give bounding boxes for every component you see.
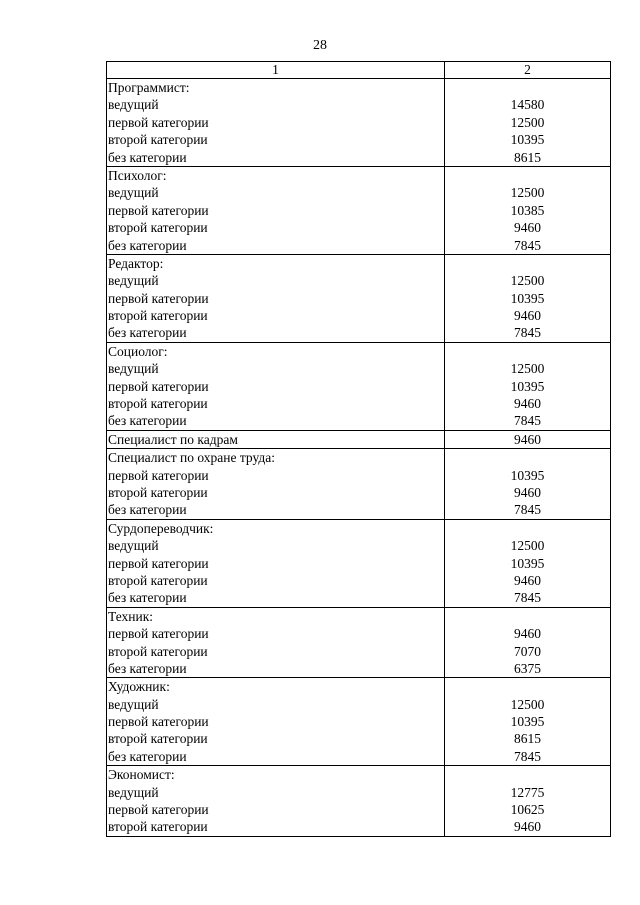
category-label: первой категории <box>108 114 209 130</box>
salary-value: 12500 <box>510 361 545 377</box>
salary-value: 12500 <box>510 114 545 130</box>
salary-spacer <box>446 608 609 625</box>
category-label: без категории <box>108 660 187 676</box>
salary-value: 7845 <box>514 748 541 764</box>
category-label: ведущий <box>108 538 159 554</box>
position-cell <box>107 79 445 167</box>
salary-value: 10395 <box>510 555 545 571</box>
salary-value: 6375 <box>514 660 541 676</box>
salary-value: 7845 <box>514 237 541 253</box>
salary-value: 7070 <box>514 643 541 659</box>
page-number: 28 <box>313 38 327 53</box>
salary-spacer <box>446 343 609 360</box>
category-label: второй категории <box>108 396 208 412</box>
position-cell <box>107 678 445 766</box>
salary-value: 7845 <box>514 502 541 518</box>
position-cell <box>107 342 445 430</box>
salary-value: 10625 <box>510 802 545 818</box>
category-label: ведущий <box>108 361 159 377</box>
category-label: ведущий <box>108 97 159 113</box>
category-label: ведущий <box>108 185 159 201</box>
position-title: Сурдопереводчик: <box>108 520 214 536</box>
salary-value: 14580 <box>510 97 545 113</box>
category-label: ведущий <box>108 696 159 712</box>
category-label: второй категории <box>108 643 208 659</box>
category-label: без категории <box>108 502 187 518</box>
position-title: Социолог: <box>108 343 168 359</box>
category-label: без категории <box>108 590 187 606</box>
position-title: Художник: <box>108 679 170 695</box>
salary-value: 9460 <box>514 308 541 324</box>
salary-value: 9460 <box>514 819 541 835</box>
category-label: ведущий <box>108 784 159 800</box>
position-cell <box>107 449 445 520</box>
position-cell <box>107 430 445 448</box>
salary-value: 8615 <box>514 731 541 747</box>
table-row <box>107 166 611 254</box>
salary-cell <box>445 519 611 607</box>
category-label: первой категории <box>108 202 209 218</box>
salary-value: 12500 <box>510 273 545 289</box>
salary-cell <box>445 79 611 167</box>
position-title: Техник: <box>108 608 154 624</box>
salary-value: 12500 <box>510 538 545 554</box>
position-title: Редактор: <box>108 255 164 271</box>
table-row <box>107 607 611 678</box>
position-cell <box>107 166 445 254</box>
position-cell <box>107 254 445 342</box>
category-label: без категории <box>108 748 187 764</box>
salary-spacer <box>446 79 609 96</box>
position-cell <box>107 519 445 607</box>
category-label: первой категории <box>108 802 209 818</box>
salary-spacer <box>446 167 609 184</box>
salary-cell <box>445 607 611 678</box>
salary-value: 10395 <box>510 290 545 306</box>
table-row <box>107 519 611 607</box>
table-row <box>107 342 611 430</box>
position-cell <box>107 607 445 678</box>
table-row <box>107 766 611 837</box>
salary-value: 9460 <box>514 220 541 236</box>
salary-value: 10395 <box>510 132 545 148</box>
salary-value: 12500 <box>510 185 545 201</box>
salary-value: 9460 <box>514 431 541 447</box>
salary-value: 7845 <box>514 325 541 341</box>
category-label: второй категории <box>108 484 208 500</box>
column-header-2: 2 <box>445 62 611 79</box>
salary-spacer <box>446 766 609 783</box>
salary-value: 10385 <box>510 202 545 218</box>
salary-value: 9460 <box>514 626 541 642</box>
salary-table <box>106 61 611 837</box>
table-row <box>107 430 611 448</box>
category-label: второй категории <box>108 220 208 236</box>
salary-value: 12775 <box>510 784 545 800</box>
salary-value: 7845 <box>514 413 541 429</box>
category-label: второй категории <box>108 572 208 588</box>
position-title: Специалист по кадрам <box>108 431 238 447</box>
salary-spacer <box>446 520 609 537</box>
category-label: второй категории <box>108 819 208 835</box>
category-label: второй категории <box>108 132 208 148</box>
salary-spacer <box>446 678 609 695</box>
column-header-1: 1 <box>107 62 445 79</box>
salary-value: 10395 <box>510 378 545 394</box>
salary-value: 10395 <box>510 467 545 483</box>
salary-value: 7845 <box>514 590 541 606</box>
table-header-row <box>107 62 611 79</box>
position-title: Психолог: <box>108 167 167 183</box>
category-label: первой категории <box>108 626 209 642</box>
category-label: без категории <box>108 325 187 341</box>
salary-value: 8615 <box>514 149 541 165</box>
category-label: второй категории <box>108 731 208 747</box>
salary-value: 12500 <box>510 696 545 712</box>
category-label: первой категории <box>108 555 209 571</box>
table-row <box>107 678 611 766</box>
salary-cell <box>445 678 611 766</box>
category-label: без категории <box>108 149 187 165</box>
category-label: второй категории <box>108 308 208 324</box>
salary-spacer <box>446 255 609 272</box>
category-label: первой категории <box>108 714 209 730</box>
salary-cell <box>445 342 611 430</box>
category-label: без категории <box>108 237 187 253</box>
category-label: первой категории <box>108 378 209 394</box>
salary-value: 9460 <box>514 572 541 588</box>
category-label: ведущий <box>108 273 159 289</box>
category-label: первой категории <box>108 290 209 306</box>
position-cell <box>107 766 445 837</box>
salary-cell <box>445 430 611 448</box>
category-label: первой категории <box>108 467 209 483</box>
table-row <box>107 449 611 520</box>
position-title: Специалист по охране труда: <box>108 450 276 466</box>
position-title: Программист: <box>108 80 190 95</box>
category-label: без категории <box>108 413 187 429</box>
table-row <box>107 254 611 342</box>
salary-cell <box>445 254 611 342</box>
table-body <box>107 79 611 837</box>
salary-cell <box>445 449 611 520</box>
salary-value: 9460 <box>514 484 541 500</box>
salary-spacer <box>446 449 609 466</box>
salary-cell <box>445 766 611 837</box>
salary-cell <box>445 166 611 254</box>
table-row <box>107 79 611 167</box>
salary-value: 10395 <box>510 714 545 730</box>
position-title: Экономист: <box>108 767 175 783</box>
salary-value: 9460 <box>514 396 541 412</box>
